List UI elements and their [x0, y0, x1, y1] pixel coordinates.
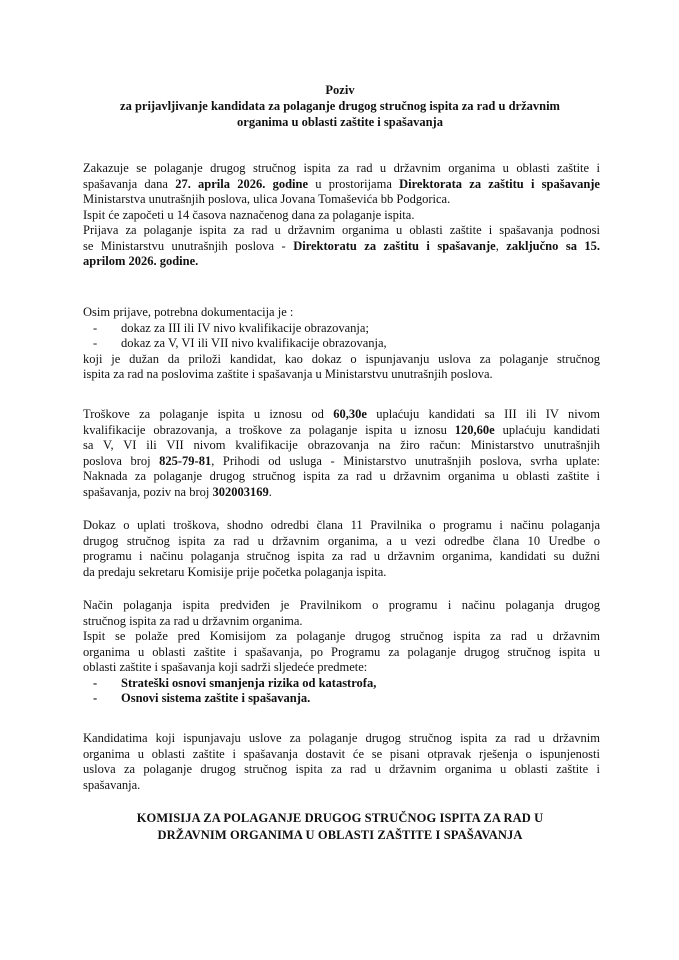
text-line: spašavanja.: [83, 777, 141, 792]
text-line: Način polaganja ispita predviđen je Pravilnikom o programu i načinu polaganja drugog: [83, 598, 600, 612]
text-line: Troškove za polaganje ispita u iznosu od 60,30e uplaćuju kandidati sa III ili IV nivom: [83, 407, 600, 421]
text-line: uslova za polaganje drugog stručnog ispita za rad u državnim organima u oblasti zaštite i: [83, 762, 600, 776]
text-line: Ispit se polaže pred Komisijom za polaganje drugog stručnog ispita za rad u državnim: [83, 629, 600, 643]
fees-paragraph: [83, 407, 600, 500]
reference-number: 302003169: [212, 484, 269, 499]
document-subtitle-line1: za prijavljivanje kandidata za polaganje drugog stručnog ispita za rad u državnim: [120, 99, 560, 113]
document-title: Poziv: [325, 83, 355, 97]
text-line: Ministarstva unutrašnjih poslova, ulica Jovana Tomaševića bb Podgorica.: [83, 192, 451, 206]
text-line: aprilom 2026. godine.: [83, 254, 199, 268]
text-line: poslova broj 825-79-81, Prihodi od usluga - Ministarstvo unutrašnjih poslova, svrha uplate:: [83, 453, 600, 468]
list-item: - dokaz za III ili IV nivo kvalifikacije obrazovanja;: [93, 320, 369, 335]
commission-line2: DRŽAVNIM ORGANIMA U OBLASTI ZAŠTITE I SPAŠAVANJA: [157, 828, 523, 842]
text-line: drugog stručnog ispita za rad u državnim organima, a u vezi odredbe člana 10 Uredbe o: [83, 533, 600, 548]
fee-amount-1: 60,30e: [333, 407, 367, 421]
exam-date: 27. aprila 2026. godine: [175, 176, 308, 191]
text-line: Dokaz o uplati troškova, shodno odredbi člana 11 Pravilnika o programu i načinu polaganja: [83, 518, 600, 532]
documentation-list: [83, 321, 600, 352]
fee-amount-2: 120,60e: [454, 422, 495, 437]
document-header: [60, 82, 620, 130]
subjects-list: [83, 676, 600, 707]
text-line: organima u oblasti zaštite i spašavanja, po Programu za polaganje drugog stručnog ispita u: [83, 644, 600, 659]
account-number: 825-79-81: [159, 453, 212, 468]
list-item: - Strateški osnovi smanjenja rizika od katastrofa,: [93, 675, 377, 690]
text-line: Osim prijave, potrebna dokumentacija je :: [83, 305, 294, 319]
text-line: da predaju sekretaru Komisije prije početka polaganja ispita.: [83, 564, 387, 579]
payment-proof-paragraph: [83, 518, 600, 580]
deadline-date: zaključno sa 15.: [506, 238, 601, 253]
text-line: koji je dužan da priloži kandidat, kao dokaz o ispunjavanju uslova za polaganje stručnog: [83, 351, 600, 366]
text-line: Zakazuje se polaganje drugog stručnog ispita za rad u državnim organima u oblasti zaštite i: [83, 161, 600, 175]
text-line: programu i načinu polaganja stručnog ispita za rad u državnim organima, kandidati su dužni: [83, 549, 600, 563]
exam-announcement-paragraph: [83, 161, 600, 270]
commission-signature: [60, 810, 620, 844]
text-line: Naknada za polaganje drugog stručnog ispita za rad u državnim organima u oblasti zaštite i: [83, 469, 600, 483]
text-line: se Ministarstvu unutrašnjih poslova - Direktoratu za zaštitu i spašavanje, zaključno sa 15.: [83, 238, 601, 253]
text-line: Kandidatima koji ispunjavaju uslove za polaganje drugog stručnog ispita za rad u državnim: [83, 731, 600, 745]
list-item: - Osnovi sistema zaštite i spašavanja.: [93, 691, 311, 705]
document-subtitle-line2: organima u oblasti zaštite i spašavanja: [237, 115, 443, 129]
directorate-name: Direktorata za zaštitu i spašavanje: [399, 176, 600, 191]
text-line: spašavanja, poziv na broj 302003169.: [83, 484, 272, 499]
text-line: kvalifikacije obrazovanja, a troškove za polaganje ispita u iznosu 120,60e uplaćuju kandidati: [83, 422, 601, 437]
documentation-paragraph: [83, 305, 600, 383]
text-line: Prijava za polaganje ispita za rad u državnim organima u oblasti zaštite i spašavanja podnosi: [83, 223, 600, 237]
text-line: spašavanja dana 27. aprila 2026. godine u prostorijama Direktorata za zaštitu i spašavanje: [83, 176, 600, 191]
text-line: stručnog ispita za rad u državnim organima.: [83, 613, 303, 628]
text-line: Ispit će započeti u 14 časova naznačenog dana za polaganje ispita.: [83, 207, 415, 222]
text-line: ispita za rad na poslovima zaštite i spašavanja u Ministarstvu unutrašnjih poslova.: [83, 367, 493, 381]
text-line: sa V, VI ili VII nivom kvalifikacije obrazovanja na žiro račun: Ministarstvo unutrašnjih: [83, 438, 600, 452]
commission-line1: KOMISIJA ZA POLAGANJE DRUGOG STRUČNOG ISPITA ZA RAD U: [136, 811, 544, 825]
decision-paragraph: [83, 731, 600, 793]
text-line: oblasti zaštite i spašavanja koji sadrži sljedeće predmete:: [83, 660, 368, 674]
exam-method-paragraph: [83, 598, 600, 707]
text-line: organima u oblasti zaštite i spašavanja dostavit će se pisani otpravak rješenja o ispunjenosti: [83, 746, 600, 761]
list-item: - dokaz za V, VI ili VII nivo kvalifikacije obrazovanja,: [93, 336, 387, 350]
